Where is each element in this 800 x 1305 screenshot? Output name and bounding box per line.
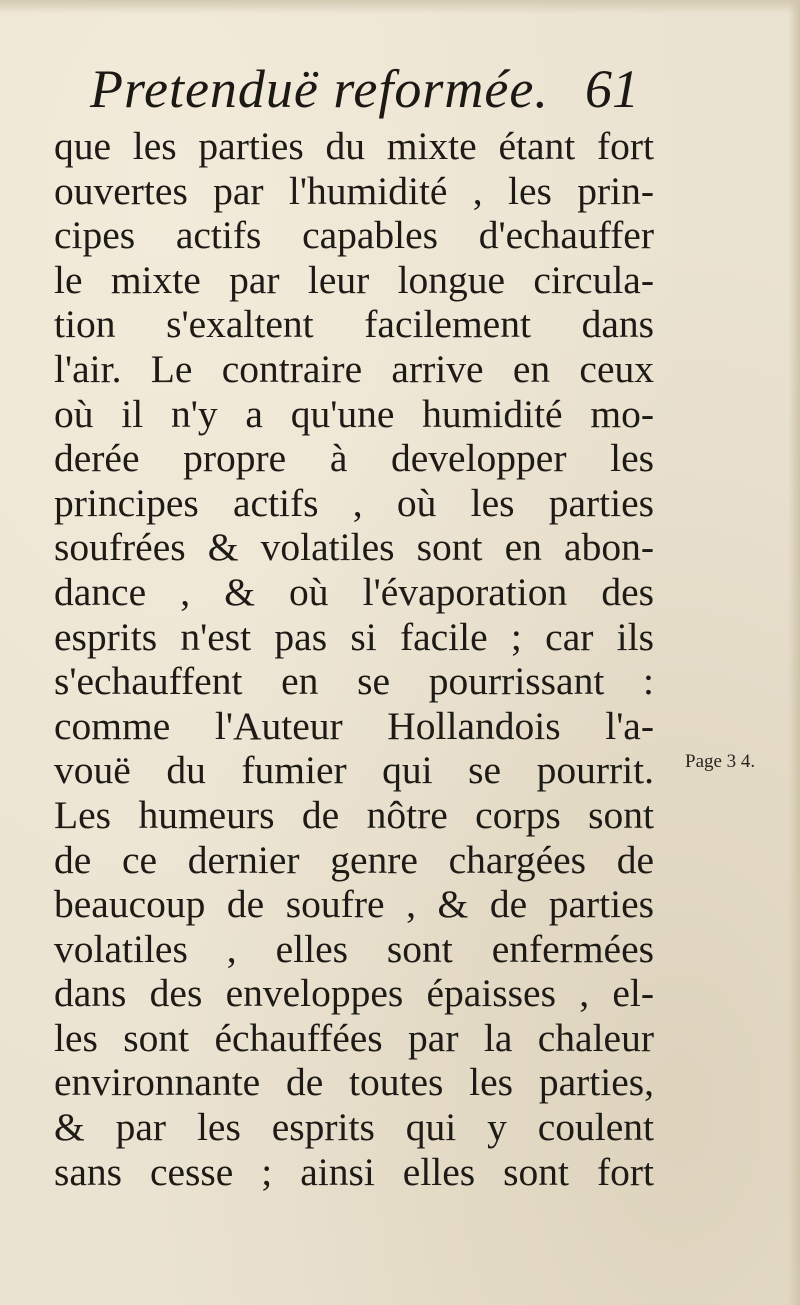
text-line: vouë du fumier qui se pourrit.	[54, 748, 654, 793]
text-line: l'air. Le contraire arrive en ceux	[54, 346, 654, 391]
text-line: soufrées & volatiles sont en abon-	[54, 525, 654, 570]
margin-note: Page 3 4.	[685, 751, 756, 772]
page-right-edge	[788, 0, 800, 1305]
text-line: beaucoup de soufre , & de parties	[54, 882, 654, 927]
text-line: où il n'y a qu'une humidité mo-	[54, 391, 654, 436]
text-line: environnante de toutes les parties,	[54, 1060, 654, 1105]
text-line: cipes actifs capables d'echauffer	[54, 213, 654, 258]
text-line: de ce dernier genre chargées de	[54, 837, 654, 882]
text-line: comme l'Auteur Hollandois l'a-	[54, 703, 654, 748]
text-line: dance , & où l'évaporation des	[54, 569, 654, 614]
text-line: & par les esprits qui y coulent	[54, 1105, 654, 1150]
text-line: dans des enveloppes épaisses , el-	[54, 971, 654, 1016]
text-line: derée propre à developper les	[54, 436, 654, 481]
text-line: le mixte par leur longue circula-	[54, 257, 654, 302]
body-text	[54, 124, 654, 1194]
text-line: esprits n'est pas si facile ; car ils	[54, 614, 654, 659]
text-line: Les humeurs de nôtre corps sont	[54, 792, 654, 837]
text-line: tion s'exaltent facilement dans	[54, 302, 654, 347]
text-line: s'echauffent en se pourrissant :	[54, 659, 654, 704]
text-line: que les parties du mixte étant fort	[54, 124, 654, 168]
text-line: ouvertes par l'humidité , les prin-	[54, 168, 654, 213]
running-title: Pretenduë reformée.	[90, 59, 549, 119]
page-top-edge	[0, 0, 800, 14]
text-line: les sont échauffées par la chaleur	[54, 1015, 654, 1060]
page-number: 61	[585, 59, 639, 119]
text-line: principes actifs , où les parties	[54, 480, 654, 525]
text-line: sans cesse ; ainsi elles sont fort	[54, 1149, 654, 1194]
text-line: volatiles , elles sont enfermées	[54, 926, 654, 971]
